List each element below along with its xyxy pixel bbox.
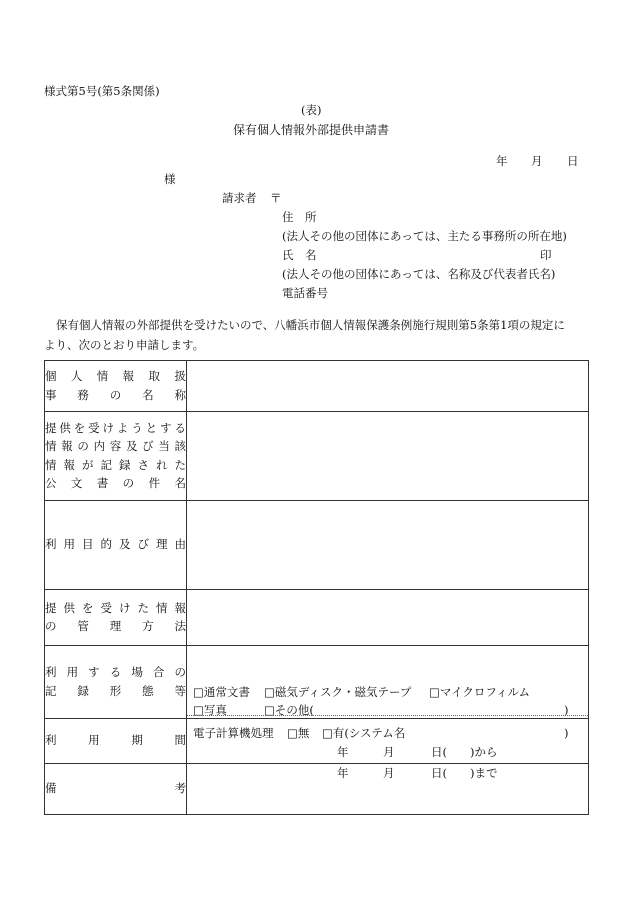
label-char: 内 bbox=[93, 439, 106, 453]
label-char: 利 bbox=[45, 733, 57, 748]
label-char: 及 bbox=[119, 537, 131, 552]
row-format bbox=[45, 646, 589, 719]
period-to-month: 月 bbox=[383, 766, 395, 780]
format-label-line-2 bbox=[45, 683, 186, 698]
label-char: の bbox=[45, 619, 57, 633]
label-char: 扱 bbox=[174, 369, 186, 383]
option-paper[interactable]: □通常文書 bbox=[193, 685, 250, 699]
office-label-line-1 bbox=[45, 371, 186, 383]
label-char: を bbox=[73, 420, 86, 435]
label-char: 期 bbox=[131, 733, 143, 748]
applicant-label: 請求者 bbox=[222, 191, 257, 205]
name-note: (法人その他の団体にあっては、名称及び代表者氏名) bbox=[282, 267, 556, 281]
label-char: 法 bbox=[174, 619, 186, 633]
label-char: 当 bbox=[158, 439, 170, 453]
label-char: 間 bbox=[174, 733, 186, 748]
remarks-label-line-1 bbox=[45, 783, 186, 795]
row-management bbox=[45, 590, 589, 646]
option-other-close: ) bbox=[564, 703, 569, 717]
content-field[interactable] bbox=[187, 412, 589, 501]
option-microfilm[interactable]: □マイクロフィルム bbox=[429, 685, 531, 699]
option-computer-yes[interactable]: □有(システム名 bbox=[322, 726, 406, 740]
label-char: び bbox=[137, 537, 149, 552]
label-char: の bbox=[109, 387, 122, 402]
label-char: た bbox=[137, 600, 149, 615]
label-char: 取 bbox=[148, 369, 161, 383]
label-char: 名 bbox=[142, 387, 154, 402]
label-char: 態 bbox=[142, 683, 154, 698]
label-char: け bbox=[119, 600, 131, 615]
row-remarks bbox=[45, 764, 589, 815]
label-char: 情 bbox=[45, 457, 57, 472]
label-char: 用 bbox=[66, 665, 79, 679]
label-char: さ bbox=[137, 457, 149, 472]
date-month: 月 bbox=[531, 154, 543, 168]
label-char: を bbox=[82, 600, 94, 615]
content-label-line-2 bbox=[45, 441, 186, 453]
office-label-line-2 bbox=[45, 387, 186, 402]
label-char: 供 bbox=[59, 420, 71, 435]
management-label-line-1 bbox=[45, 600, 186, 615]
label-char: 提 bbox=[45, 600, 57, 615]
label-char: 録 bbox=[77, 683, 89, 698]
period-to-day: 日( )まで bbox=[431, 766, 498, 780]
label-char: 報 bbox=[63, 457, 75, 472]
label-char: 容 bbox=[109, 439, 122, 453]
label-char: 人 bbox=[70, 369, 83, 383]
label-char: び bbox=[142, 439, 154, 453]
label-char: と bbox=[145, 420, 158, 435]
label-char: る bbox=[109, 665, 122, 679]
row-content bbox=[45, 412, 589, 501]
option-magnetic[interactable]: □磁気ディスク・磁気テープ bbox=[264, 685, 412, 699]
seal-mark: 印 bbox=[540, 248, 552, 262]
label-char: 用 bbox=[63, 537, 75, 552]
label-char: 場 bbox=[131, 665, 143, 679]
label-char: 供 bbox=[63, 600, 75, 615]
label-char: 文 bbox=[70, 476, 83, 490]
row-period bbox=[45, 719, 589, 764]
address-label: 住 所 bbox=[282, 210, 317, 224]
label-char: 個 bbox=[45, 369, 57, 383]
label-char: の bbox=[122, 476, 135, 490]
label-char: 利 bbox=[45, 537, 57, 552]
label-char: 理 bbox=[109, 619, 122, 633]
period-from-day: 日( )から bbox=[431, 745, 498, 759]
label-char: 管 bbox=[77, 619, 89, 633]
period-from-month: 月 bbox=[383, 745, 395, 759]
purpose-label bbox=[45, 501, 187, 590]
label-char: 情 bbox=[156, 600, 168, 615]
row-office bbox=[45, 361, 589, 412]
content-label bbox=[45, 412, 187, 501]
period-label bbox=[45, 719, 187, 764]
label-char: 等 bbox=[174, 683, 186, 698]
content-label-line-4 bbox=[45, 478, 186, 490]
intro-line-1: 保有個人情報の外部提供を受けたいので、八幡浜市個人情報保護条例施行規則第5条第1項の規定に bbox=[56, 318, 565, 332]
management-label-line-2 bbox=[45, 621, 186, 633]
content-label-line-1 bbox=[45, 420, 186, 435]
label-char: 件 bbox=[148, 476, 161, 490]
label-char: 記 bbox=[45, 683, 57, 698]
label-char: 用 bbox=[88, 733, 100, 748]
option-other[interactable]: □その他( bbox=[264, 703, 314, 717]
format-field bbox=[187, 646, 589, 740]
intro-line-2: より、次のとおり申請します。 bbox=[44, 338, 205, 352]
label-char: 方 bbox=[142, 619, 154, 633]
application-table bbox=[44, 360, 589, 815]
address-note: (法人その他の団体にあっては、主たる事務所の所在地) bbox=[282, 229, 567, 243]
label-char: 由 bbox=[174, 537, 186, 552]
label-char: 理 bbox=[156, 537, 168, 552]
date-day: 日 bbox=[567, 154, 579, 168]
label-char: 備 bbox=[45, 781, 57, 796]
label-char: 受 bbox=[88, 420, 100, 435]
form-title: 保有個人情報外部提供申請書 bbox=[233, 123, 390, 137]
label-char: 録 bbox=[119, 457, 131, 472]
label-char: う bbox=[131, 420, 143, 435]
label-char: 称 bbox=[174, 387, 186, 402]
computer-close: ) bbox=[564, 726, 569, 740]
postal-mark: 〒 bbox=[270, 191, 282, 205]
label-char: が bbox=[82, 457, 94, 472]
content-label-line-3 bbox=[45, 457, 186, 472]
label-char: 形 bbox=[109, 683, 122, 698]
label-char: 利 bbox=[45, 665, 57, 679]
computer-label: 電子計算機処理 bbox=[193, 726, 274, 740]
label-char: 目 bbox=[82, 537, 94, 552]
label-char: 提 bbox=[45, 420, 57, 435]
option-photo[interactable]: □写真 bbox=[193, 703, 227, 717]
management-label bbox=[45, 590, 187, 646]
label-char: 合 bbox=[152, 665, 165, 679]
period-label-line-1 bbox=[45, 735, 186, 747]
label-char: 務 bbox=[77, 387, 89, 402]
label-char: 事 bbox=[45, 387, 57, 402]
addressee: 様 bbox=[164, 172, 176, 186]
format-label-line-1 bbox=[45, 667, 186, 679]
office-field[interactable] bbox=[187, 361, 589, 412]
label-char: け bbox=[102, 420, 114, 435]
name-label: 氏 名 bbox=[282, 248, 317, 262]
label-char: 的 bbox=[100, 537, 112, 552]
label-char: れ bbox=[156, 457, 168, 472]
label-char: よ bbox=[116, 420, 129, 435]
period-to-year: 年 bbox=[337, 766, 349, 780]
label-char: 情 bbox=[96, 369, 109, 383]
label-char: の bbox=[77, 439, 89, 453]
form-number: 様式第5号(第5条関係) bbox=[44, 84, 160, 98]
label-char: 報 bbox=[122, 369, 135, 383]
dotted-divider bbox=[187, 715, 588, 716]
period-from-year: 年 bbox=[337, 745, 349, 759]
label-char: 受 bbox=[100, 600, 112, 615]
label-char: た bbox=[174, 457, 186, 472]
date-year: 年 bbox=[496, 154, 508, 168]
option-computer-none[interactable]: □無 bbox=[287, 726, 310, 740]
form-side: (表) bbox=[301, 103, 322, 117]
label-char: の bbox=[174, 665, 186, 679]
label-char: 情 bbox=[45, 439, 57, 453]
phone-label: 電話番号 bbox=[282, 286, 328, 300]
purpose-label-line-1 bbox=[45, 539, 186, 551]
label-char: 報 bbox=[174, 600, 186, 615]
label-char: 報 bbox=[61, 439, 73, 453]
management-field[interactable] bbox=[187, 590, 589, 646]
remarks-label bbox=[45, 764, 187, 815]
label-char: 及 bbox=[125, 439, 138, 453]
label-char: す bbox=[160, 420, 172, 435]
office-label bbox=[45, 361, 187, 412]
label-char: 公 bbox=[45, 476, 57, 490]
label-char: 考 bbox=[174, 781, 186, 796]
label-char: 記 bbox=[100, 457, 112, 472]
row-purpose bbox=[45, 501, 589, 590]
label-char: る bbox=[174, 420, 186, 435]
label-char: 該 bbox=[174, 439, 186, 453]
label-char: す bbox=[88, 665, 100, 679]
label-char: 書 bbox=[96, 476, 109, 490]
format-label bbox=[45, 646, 187, 719]
purpose-field[interactable] bbox=[187, 501, 589, 590]
label-char: 名 bbox=[174, 476, 186, 490]
